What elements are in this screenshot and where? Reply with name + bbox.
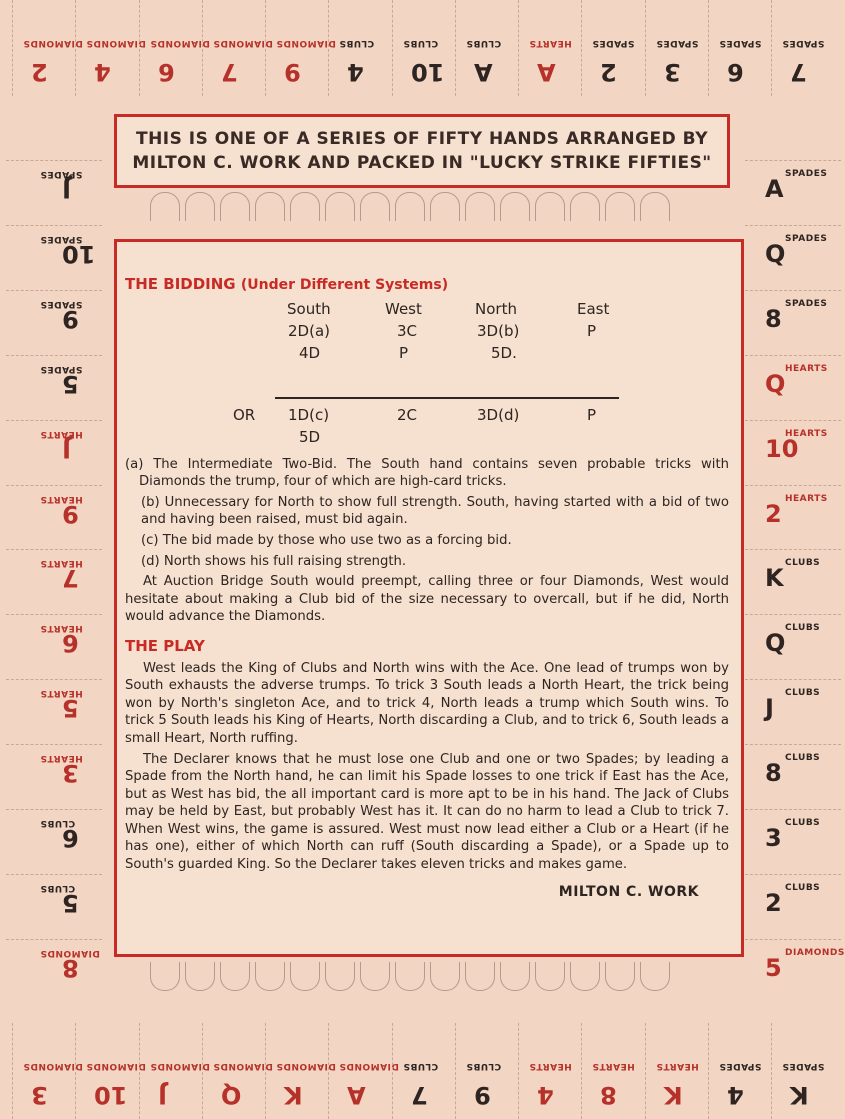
card-tab [771, 1023, 832, 1119]
tab-rank: J [62, 175, 71, 203]
tab-suit: HEARTS [592, 1061, 636, 1071]
card-tab [708, 1023, 769, 1119]
tab-suit: SPADES [592, 38, 635, 48]
notch [150, 192, 180, 221]
tab-suit: SPADES [785, 233, 828, 244]
tab-rank: Q [765, 629, 786, 658]
card-tab [581, 1023, 642, 1119]
header-line-2: MILTON C. WORK AND PACKED IN "LUCKY STRIKE FIFTIES" [132, 153, 712, 173]
bid-cell: 5D. [491, 343, 517, 362]
bid-cell: 2D(a) [288, 321, 330, 340]
tab-rank: K [765, 564, 784, 593]
col-south: South [287, 299, 331, 318]
tab-rank: 8 [62, 953, 79, 982]
card-tab [518, 0, 579, 96]
tab-rank: 5 [62, 369, 79, 398]
tab-rank: 4 [347, 58, 364, 86]
notch [640, 962, 670, 991]
tab-rank: K [790, 1081, 809, 1109]
bid-cell: 5D [299, 427, 321, 446]
left-tab-strip [6, 160, 102, 1000]
tab-rank: 6 [62, 824, 79, 853]
tab-suit: HEARTS [40, 558, 83, 569]
tab-suit: SPADES [40, 363, 83, 374]
notch [395, 192, 425, 221]
tab-rank: Q [765, 239, 786, 268]
tab-suit: HEARTS [529, 38, 572, 48]
tab-rank: 9 [473, 1081, 491, 1109]
tab-suit: SPADES [718, 1061, 762, 1071]
card-tab [745, 225, 841, 286]
col-east: East [577, 299, 610, 318]
card-tab [745, 614, 841, 675]
tab-rank: 2 [600, 58, 617, 86]
card-tab [745, 290, 841, 351]
tab-suit: DIAMONDS [339, 1061, 400, 1071]
tab-rank: Q [765, 369, 786, 398]
card-tab [6, 420, 102, 481]
tab-suit: CLUBS [465, 38, 501, 48]
bidding-title: THE BIDDING [125, 275, 236, 293]
tab-rank: 2 [765, 499, 782, 528]
tab-suit: DIAMONDS [149, 1061, 210, 1071]
notch [360, 192, 390, 221]
tab-rank: K [663, 1081, 683, 1109]
notch [255, 192, 285, 221]
note-c: (c) The bid made by those who use two as a forcing bid. [141, 532, 512, 548]
card-tab [12, 0, 83, 96]
tab-suit: CLUBS [402, 1061, 438, 1071]
tab-rank: 5 [62, 888, 79, 917]
notch [430, 962, 460, 991]
card-tab [455, 0, 516, 96]
note-a: (a) The Intermediate Two-Bid. The South hand contains seven probable tricks with Diamonds the trump, four of which are high-card tricks. [125, 456, 729, 490]
card-tab [745, 679, 841, 740]
bidding-subtitle: (Under Different Systems) [240, 277, 449, 293]
tab-rank: 2 [765, 888, 782, 917]
bid-cell: 3D(d) [477, 405, 520, 424]
tab-rank: 6 [726, 58, 744, 86]
bid-cell: 2C [397, 405, 418, 424]
tab-rank: A [347, 1081, 366, 1109]
tab-rank: 9 [284, 58, 301, 86]
notch [325, 962, 355, 991]
card-tab [6, 225, 102, 286]
card-tab [392, 1023, 453, 1119]
tab-suit: DIAMONDS [212, 38, 273, 48]
tab-suit: CLUBS [465, 1061, 501, 1071]
tab-suit: DIAMONDS [785, 947, 845, 958]
card-tab [202, 0, 273, 96]
tab-suit: DIAMONDS [23, 1061, 83, 1071]
tab-suit: DIAMONDS [276, 1061, 336, 1071]
tab-rank: 6 [157, 58, 175, 86]
col-north: North [475, 299, 517, 318]
notch [535, 192, 565, 221]
note-b: (b) Unnecessary for North to show full strength. South, having started with a bid of two and having been raised, must bid again. [141, 494, 729, 528]
card-tab [6, 290, 102, 351]
card-tab [745, 809, 841, 870]
card-tab [645, 1023, 706, 1119]
tab-suit: CLUBS [785, 688, 821, 699]
card-tab [265, 1023, 336, 1119]
card-tab [6, 744, 102, 805]
tab-rank: 7 [220, 58, 238, 86]
tab-rank: 2 [31, 58, 48, 86]
bottom-notch-row [150, 962, 670, 992]
top-notch-row [150, 192, 670, 222]
auction-note: At Auction Bridge South would preempt, calling three or four Diamonds, West would hesitate about making a Club bid of the size necessary to overcall, but if he did, North would advance the Diamonds. [125, 574, 729, 625]
card-tab [518, 1023, 579, 1119]
card-tab [745, 744, 841, 805]
tab-rank: 4 [726, 1081, 744, 1109]
card-tab [745, 939, 845, 1000]
card-tab [265, 0, 336, 96]
tab-suit: SPADES [40, 298, 83, 309]
tab-rank: 10 [62, 239, 96, 268]
tab-rank: K [284, 1081, 303, 1109]
notch [185, 192, 215, 221]
tab-suit: SPADES [718, 38, 762, 48]
tab-suit: HEARTS [40, 753, 83, 764]
tab-suit: CLUBS [402, 38, 438, 48]
bidding-divider [275, 397, 619, 399]
bid-cell: 1D(c) [288, 405, 330, 424]
tab-suit: HEARTS [40, 493, 83, 504]
card-tab [6, 679, 102, 740]
tab-suit: SPADES [40, 169, 83, 179]
bid-cell: 3D(b) [477, 321, 520, 340]
tab-suit: CLUBS [339, 38, 375, 48]
card-tab [745, 485, 841, 546]
card-tab [6, 485, 102, 546]
tab-rank: 7 [410, 1081, 428, 1109]
tab-rank: J [765, 694, 774, 723]
card-tab [6, 874, 102, 935]
tab-suit: HEARTS [655, 1061, 699, 1071]
or-label: OR [233, 405, 256, 424]
notch [430, 192, 460, 221]
tab-suit: DIAMONDS [212, 1061, 273, 1071]
col-west: West [385, 299, 422, 318]
bid-cell: 4D [299, 343, 321, 362]
tab-suit: CLUBS [785, 623, 821, 634]
card-tab [771, 0, 832, 96]
tab-suit: DIAMONDS [276, 38, 336, 48]
card-tab [392, 0, 453, 96]
tab-rank: 5 [62, 694, 79, 723]
tab-suit: DIAMONDS [86, 38, 147, 48]
play-paragraph-2: The Declarer knows that he must lose one Club and one or two Spades; by leading a Spade from the North hand, he can limit his Spade losses to one trick if East has the Ace, but as West has bid, the all important card is more apt to be in his hand. The Jack of Clubs may be held by East, but probably West has it. It can do no harm to lead a Club to trick 7. When West wins, the game is assured. West must now lead either a Club or a Heart (if he has one), either of which North can ruff (South discarding a Spade), or a Spade up to South's guarded King. So the Declarer takes eleven tricks and makes game. [125, 751, 729, 873]
tab-suit: CLUBS [40, 882, 76, 893]
tab-rank: 3 [31, 1081, 48, 1109]
tab-suit: DIAMONDS [23, 38, 83, 48]
tab-rank: 8 [765, 304, 782, 333]
top-tab-strip [12, 0, 832, 96]
play-paragraph-1: West leads the King of Clubs and North wins with the Ace. One lead of trumps won by South exhausts the adverse trumps. To trick 3 South leads a North Heart, the trick being won by North's singleton Ace, and to trick 4, North leads a trump which South wins. To trick 5 South leads his King of Hearts, North discarding a Club, and to trick 6, South leads a small Heart, North ruffing. [125, 660, 729, 746]
card-tab [455, 1023, 516, 1119]
tab-suit: SPADES [785, 298, 828, 309]
card-tab [139, 1023, 210, 1119]
card-tab [328, 0, 389, 96]
notch [395, 962, 425, 991]
tab-suit: HEARTS [785, 428, 828, 439]
notch [290, 962, 320, 991]
card-tab [75, 1023, 147, 1119]
tab-suit: HEARTS [40, 428, 83, 439]
bid-cell: 3C [397, 321, 418, 340]
bid-cell: P [587, 405, 597, 424]
tab-suit: HEARTS [529, 1061, 572, 1071]
notch [185, 962, 215, 991]
tab-rank: 7 [790, 58, 807, 86]
card-tab [581, 0, 642, 96]
card-tab [6, 160, 102, 221]
tab-suit: HEARTS [785, 363, 828, 374]
tab-rank: J [157, 1081, 167, 1109]
bid-cell: P [587, 321, 597, 340]
notch [465, 192, 495, 221]
card-tab [12, 1023, 83, 1119]
play-heading: THE PLAY [125, 636, 205, 655]
notch [640, 192, 670, 221]
tab-rank: 3 [62, 759, 79, 788]
tab-rank: 7 [62, 564, 79, 593]
tab-suit: DIAMONDS [86, 1061, 147, 1071]
header-box [114, 114, 730, 188]
notch [360, 962, 390, 991]
card-tab [745, 160, 841, 221]
tab-rank: J [62, 434, 71, 463]
card-tab [645, 0, 706, 96]
tab-suit: SPADES [782, 1061, 825, 1071]
tab-rank: A [473, 58, 493, 86]
tab-rank: 9 [62, 304, 79, 333]
card-tab [75, 0, 147, 96]
tab-rank: 6 [62, 629, 79, 658]
notch [150, 962, 180, 991]
tab-suit: SPADES [40, 233, 83, 244]
notch [605, 962, 635, 991]
tab-suit: HEARTS [785, 493, 828, 504]
tab-rank: A [537, 58, 556, 86]
notch [570, 962, 600, 991]
header-line-1: THIS IS ONE OF A SERIES OF FIFTY HANDS ARRANGED BY [135, 129, 708, 149]
tab-suit: SPADES [782, 38, 825, 48]
card-tab [745, 420, 841, 481]
bidding-heading [125, 276, 729, 295]
signature: MILTON C. WORK [558, 883, 699, 900]
notch [325, 192, 355, 221]
bidding-table [125, 299, 729, 453]
note-d: (d) North shows his full raising strength. [141, 553, 407, 569]
notch [500, 192, 530, 221]
right-tab-strip [745, 160, 845, 1000]
tab-suit: HEARTS [40, 688, 83, 699]
tab-rank: 10 [765, 434, 799, 463]
card-tab [328, 1023, 400, 1119]
card-tab [202, 1023, 273, 1119]
tab-suit: CLUBS [785, 753, 821, 764]
card-tab [6, 549, 102, 610]
notch [500, 962, 530, 991]
card-tab [6, 355, 102, 416]
card-tab [6, 809, 102, 870]
notch [605, 192, 635, 221]
tab-rank: 10 [94, 1081, 128, 1109]
notch [255, 962, 285, 991]
card-tab [745, 549, 841, 610]
notch [290, 192, 320, 221]
notch [220, 192, 250, 221]
tab-suit: CLUBS [40, 818, 76, 829]
tab-suit: DIAMONDS [40, 947, 100, 958]
tab-rank: 8 [765, 759, 782, 788]
card-tab [745, 355, 841, 416]
tab-suit: CLUBS [785, 818, 821, 829]
notch [570, 192, 600, 221]
notch [465, 962, 495, 991]
card-tab [6, 614, 102, 675]
bid-cell: P [399, 343, 409, 362]
tab-rank: 8 [600, 1081, 617, 1109]
card-tab [6, 939, 102, 1000]
tab-suit: CLUBS [785, 558, 821, 569]
notch [220, 962, 250, 991]
tab-rank: 4 [537, 1081, 554, 1109]
bottom-tab-strip [12, 1023, 832, 1119]
tab-rank: 3 [663, 58, 681, 86]
main-text-box [114, 239, 744, 957]
tab-rank: A [765, 175, 784, 203]
card-tab [708, 0, 769, 96]
tab-rank: 5 [765, 953, 782, 982]
tab-suit: SPADES [655, 38, 698, 48]
tab-rank: Q [220, 1081, 242, 1109]
card-tab [139, 0, 210, 96]
tab-suit: DIAMONDS [149, 38, 210, 48]
card-tab [745, 874, 841, 935]
tab-rank: 4 [94, 58, 111, 86]
tab-rank: 10 [410, 58, 444, 86]
tab-suit: HEARTS [40, 623, 83, 634]
tab-suit: SPADES [785, 169, 828, 179]
tab-rank: 9 [62, 499, 79, 528]
tab-rank: 3 [765, 824, 782, 853]
tab-suit: CLUBS [785, 882, 821, 893]
notch [535, 962, 565, 991]
